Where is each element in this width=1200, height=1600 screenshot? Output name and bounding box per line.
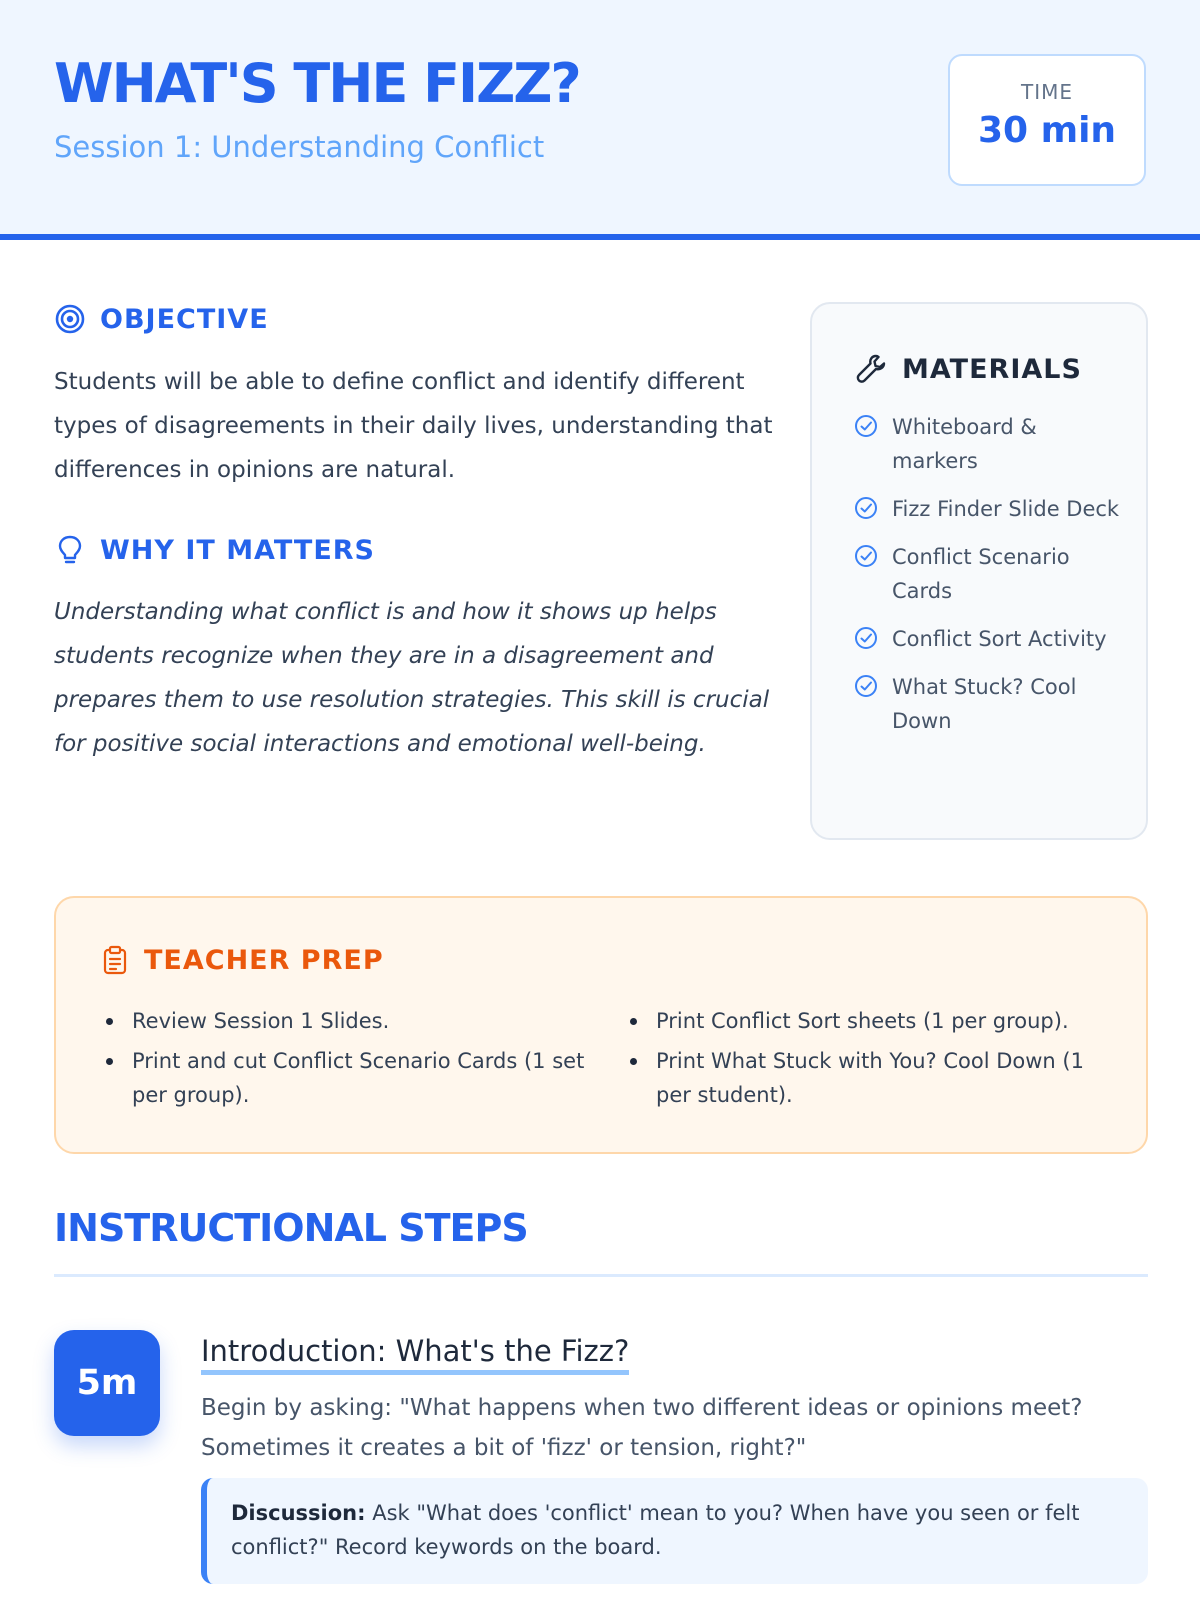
step-title: Introduction: What's the Fizz? (201, 1334, 629, 1375)
teacher-prep-heading-label: TEACHER PREP (144, 944, 384, 976)
time-label: TIME (1020, 80, 1073, 104)
teacher-prep-list-right (630, 1004, 1120, 1118)
check-circle-icon (854, 496, 878, 520)
time-badge (948, 54, 1146, 186)
list-item: Print and cut Conflict Scenario Cards (1 set per group). (106, 1044, 596, 1112)
objective-heading (54, 303, 269, 335)
time-value: 30 min (977, 110, 1117, 151)
page-title: WHAT'S THE FIZZ? (54, 52, 580, 115)
lightbulb-icon (54, 533, 86, 567)
target-icon (54, 303, 86, 335)
why-heading-label: WHY IT MATTERS (100, 534, 375, 566)
material-item (854, 410, 1124, 478)
step-description: Begin by asking: "What happens when two different ideas or opinions meet? Sometimes it creates a bit of 'fizz' or tension, right?" (201, 1395, 1083, 1461)
step-duration-badge: 5m (54, 1330, 160, 1436)
objective-text: Students will be able to define conflict and identify different types of disagreements in their daily lives, understanding that differences in opinions are natural. (54, 369, 773, 483)
objective-heading-label: OBJECTIVE (100, 303, 269, 335)
teacher-prep-card (54, 896, 1148, 1154)
material-item (854, 622, 1124, 656)
wrench-icon (854, 352, 888, 386)
materials-list (854, 410, 1124, 752)
material-item (854, 492, 1124, 526)
material-label: Conflict Scenario Cards (892, 545, 1070, 603)
divider (54, 1274, 1148, 1277)
materials-heading-label: MATERIALS (902, 353, 1082, 385)
teacher-prep-list-left (106, 1004, 596, 1118)
material-label: Whiteboard & markers (892, 415, 1037, 473)
list-item: Print What Stuck with You? Cool Down (1 per student). (630, 1044, 1120, 1112)
why-heading (54, 533, 375, 567)
material-label: Fizz Finder Slide Deck (892, 497, 1120, 521)
materials-heading (854, 352, 1082, 386)
teacher-prep-heading (100, 944, 384, 976)
check-circle-icon (854, 674, 878, 698)
check-circle-icon (854, 626, 878, 650)
discussion-text: Ask "What does 'conflict' mean to you? When have you seen or felt conflict?" Record keywords on the board. (231, 1501, 1080, 1559)
list-item: Review Session 1 Slides. (106, 1004, 596, 1038)
check-circle-icon (854, 414, 878, 438)
material-item (854, 540, 1124, 608)
material-label: Conflict Sort Activity (892, 627, 1107, 651)
check-circle-icon (854, 544, 878, 568)
discussion-note (201, 1478, 1148, 1584)
materials-card (810, 302, 1148, 840)
page-subtitle: Session 1: Understanding Conflict (54, 130, 545, 164)
clipboard-icon (100, 944, 130, 976)
discussion-label: Discussion: (231, 1501, 366, 1525)
list-item: Print Conflict Sort sheets (1 per group). (630, 1004, 1120, 1038)
instructional-steps-heading: INSTRUCTIONAL STEPS (54, 1206, 528, 1250)
material-item (854, 670, 1124, 738)
page-header (0, 0, 1200, 240)
why-text: Understanding what conflict is and how it shows up helps students recognize when they are in a disagreement and prepares them to use resolution strategies. This skill is crucial for positive social interactions and emotional well-being. (54, 599, 770, 757)
material-label: What Stuck? Cool Down (892, 675, 1077, 733)
